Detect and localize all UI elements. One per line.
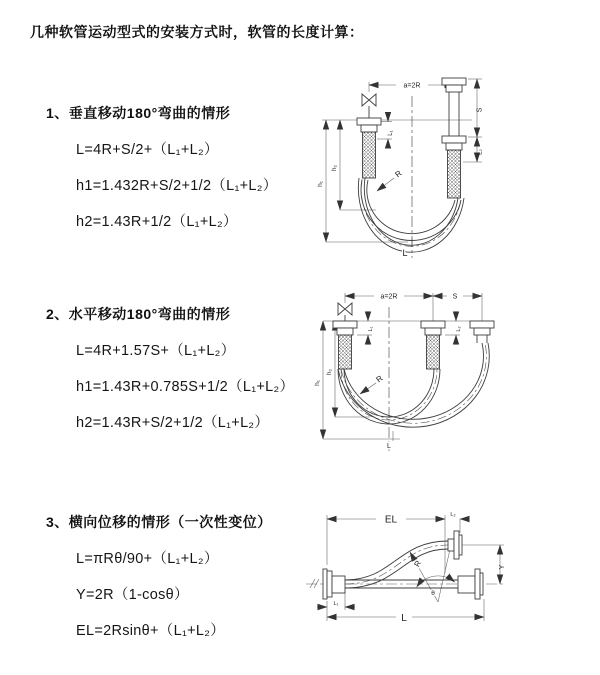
d3-right-flange: [458, 569, 483, 599]
d3-left-flange: [323, 569, 345, 599]
d3-label-theta: θ: [431, 590, 435, 597]
d3-label-r: R: [412, 558, 424, 569]
d2-label-span: a=2R: [380, 293, 398, 301]
d1-label-l1: L₁: [388, 130, 394, 136]
d2-mid-braid: [427, 335, 440, 369]
d2-hose-arc-displaced: [344, 343, 484, 419]
d2-label-h1: h₁: [314, 380, 321, 386]
diagram-vertical-180-bend: [312, 70, 592, 267]
d3-label-y: Y: [499, 564, 506, 570]
d2-label-s: S: [452, 293, 458, 301]
d2-label-l2: L₂: [456, 326, 462, 332]
d1-label-s: S: [476, 107, 484, 113]
d1-label-h2: h₂: [331, 164, 338, 172]
d3-label-l2: L₂: [450, 512, 456, 518]
d3-label-l: L: [401, 613, 407, 624]
d2-hose-assembly: [333, 303, 494, 451]
page-title: 几种软管运动型式的安装方式时，软管的长度计算：: [30, 24, 364, 40]
d1-hose-assembly: [357, 78, 466, 258]
d1-left-braid: [363, 132, 376, 178]
d1-left-flange: [357, 118, 381, 132]
section-2-formula-h2: h2=1.43R+S/2+1/2（L₁+L₂）: [76, 415, 270, 431]
d1-label-r: R: [393, 168, 404, 180]
section-3-formula-y: Y=2R（1-cosθ）: [76, 587, 189, 603]
d3-hose-assembly: [323, 531, 483, 599]
diagram-horizontal-180-bend: [308, 281, 595, 473]
d1-right-braid: [448, 150, 461, 198]
section-lateral-displacement: [46, 512, 316, 640]
d3-label-el: EL: [384, 514, 398, 526]
d2-label-h2: h₂: [326, 368, 333, 376]
d1-label-l2: L₂: [477, 149, 484, 155]
section-horizontal-movement: [46, 304, 316, 432]
d2-label-l1: L₁: [368, 326, 374, 332]
d1-hose-arc: [364, 178, 458, 245]
d2-label-r: R: [374, 373, 385, 385]
section-3-heading: 3、横向位移的情形（一次性变位）: [46, 514, 272, 530]
section-3-formula-el: EL=2Rsinθ+（L₁+L₂）: [76, 623, 226, 639]
d1-label-span: a=2R: [403, 82, 421, 90]
d2-label-l: L: [387, 443, 391, 450]
d3-break-mark: [310, 579, 319, 588]
d2-valve-icon: [338, 303, 352, 315]
section-2-formula-h1: h1=1.43R+0.785S+1/2（L₁+L₂）: [76, 379, 295, 395]
section-1-formula-length: L=4R+S/2+（L₁+L₂）: [76, 142, 219, 158]
d1-label-l: L: [402, 248, 408, 258]
section-2-formula-length: L=4R+1.57S+（L₁+L₂）: [76, 343, 236, 359]
d1-right-flanges: [442, 78, 466, 150]
d3-labels: [334, 512, 506, 624]
section-1-formula-h2: h2=1.43R+1/2（L₁+L₂）: [76, 214, 238, 230]
section-2-heading: 2、水平移动180°弯曲的情形: [46, 306, 231, 322]
diagram-lateral-displacement: [298, 497, 600, 657]
d1-valve-icon: [362, 94, 376, 106]
d3-displaced-hose: [345, 541, 448, 580]
d2-flanges: [333, 321, 494, 335]
section-1-formula-h1: h1=1.432R+S/2+1/2（L₁+L₂）: [76, 178, 278, 194]
section-3-formula-length: L=πRθ/90+（L₁+L₂）: [76, 551, 219, 567]
d1-label-h1: h₁: [317, 181, 324, 187]
d3-label-l1: L₁: [333, 601, 339, 607]
d1-hose-arc: [367, 180, 455, 234]
d2-hose-centerline-arc-displaced: [341, 343, 486, 423]
section-1-heading: 1、垂直移动180°弯曲的情形: [46, 105, 231, 121]
section-vertical-movement: [46, 103, 316, 231]
d2-left-braid: [339, 335, 352, 369]
d3-top-flange: [448, 531, 462, 559]
